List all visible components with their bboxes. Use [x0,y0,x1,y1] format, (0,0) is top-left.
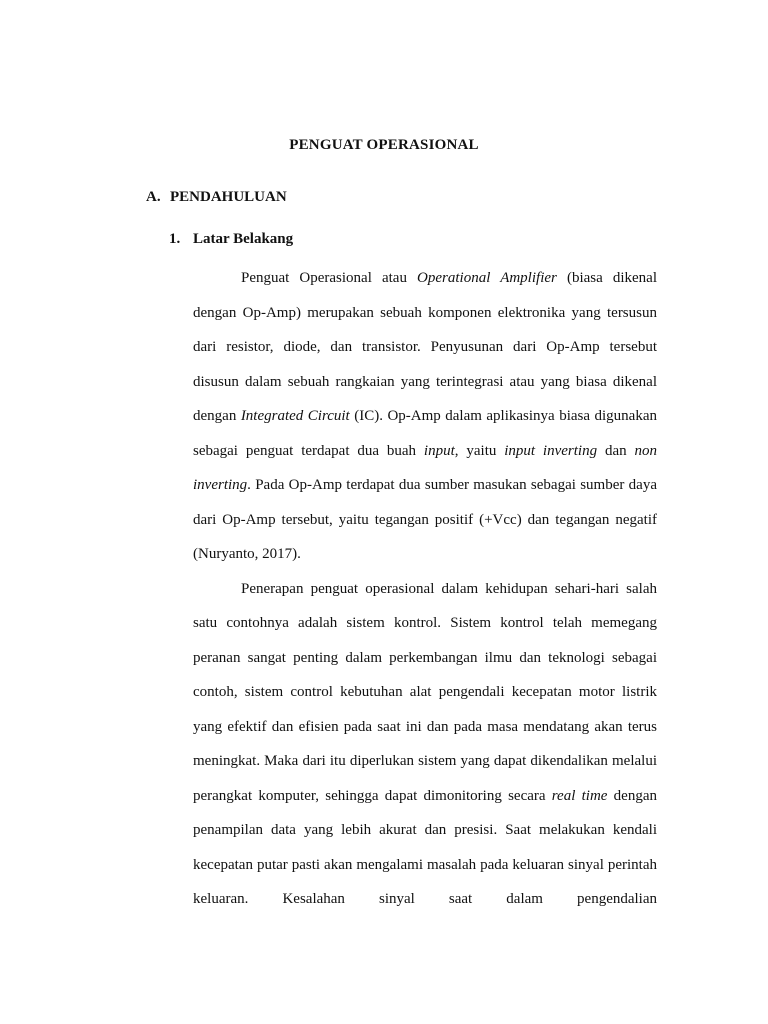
italic-term: input inverting [504,442,598,459]
subsection-title: Latar Belakang [193,231,294,247]
section-number: A. [146,189,161,205]
text-run: dengan penampilan data yang lebih akurat dan presisi. Saat melakukan kendali kecepatan putar pasti akan mengalami masalah pada keluaran sinyal perintah keluaran. Kesalahan sinyal saat dalam pengendalian [193,787,658,907]
body-paragraph [193,572,657,917]
subsection-heading [169,231,293,248]
text-run: (IC). Op-Amp dalam aplikasinya biasa digunakan sebagai penguat terdapat dua buah [193,408,657,459]
text-run: , yaitu [454,442,505,459]
text-run: dan [597,442,635,459]
italic-term: input [423,442,455,459]
text-run: Penerapan penguat operasional dalam kehidupan sehari-hari salah satu contohnya adalah sistem kontrol. Sistem kontrol telah memegang peranan sangat penting dalam perkembangan ilmu dan teknologi sebagai contoh, sistem control kebutuhan alat pengendali kecepatan motor listrik yang efektif dan efisien pada saat ini dan pada masa mendatang akan terus meningkat. Maka dari itu diperlukan sistem yang dapat dikendalikan melalui perangkat komputer, sehingga dapat dimonitoring secara [193,580,657,804]
italic-term: non inverting [193,442,657,493]
body-paragraph [193,261,657,572]
italic-term: Integrated Circuit [240,408,350,424]
text-run: . Pada Op-Amp terdapat dua sumber masukan sebagai sumber daya dari Op-Amp tersebut, yaitu tegangan positif (+Vcc) dan tegangan negatif (Nuryanto, 2017). [193,477,657,562]
text-run: (biasa dikenal dengan Op-Amp) merupakan sebuah komponen elektronika yang tersusun dari resistor, diode, dan transistor. Penyusunan dari Op-Amp tersebut disusun dalam sebuah rangkaian yang terintegrasi atau yang biasa dikenal dengan [193,270,657,424]
italic-term: real time [551,787,608,804]
italic-term: Operational Amplifier [417,270,557,286]
subsection-number: 1. [169,231,181,247]
section-heading [146,189,287,206]
section-title: PENDAHULUAN [170,189,287,205]
text-run: Penguat Operasional atau [241,270,418,286]
body-text [193,261,657,917]
document-title: PENGUAT OPERASIONAL [289,137,479,153]
